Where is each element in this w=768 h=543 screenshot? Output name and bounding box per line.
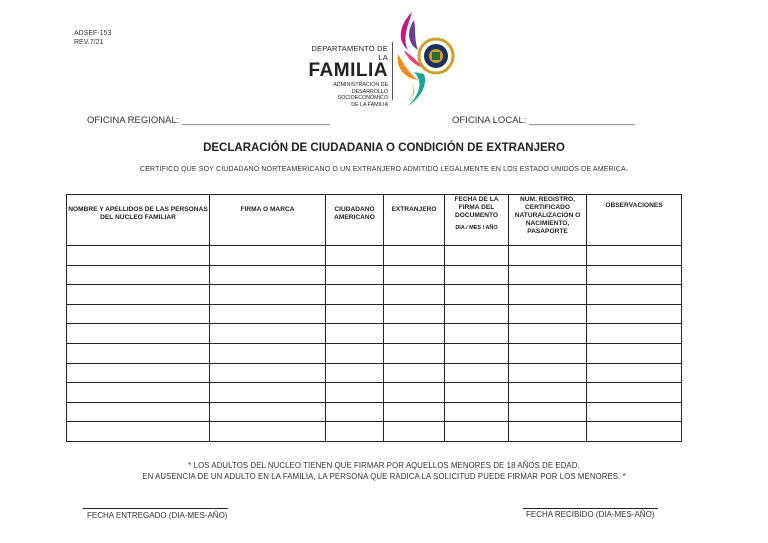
logo-divider xyxy=(392,42,393,100)
cell-registration[interactable] xyxy=(509,304,587,324)
table-row xyxy=(67,285,682,305)
cell-name[interactable] xyxy=(67,265,210,285)
cell-date[interactable] xyxy=(445,402,509,422)
header-name-label: NOMBRE Y APELLIDOS DE LAS PERSONAS DEL NUCLEO FAMILIAR xyxy=(68,206,208,221)
cell-registration[interactable] xyxy=(509,265,587,285)
cell-citizen[interactable] xyxy=(326,422,384,442)
department-logo-text xyxy=(308,44,388,108)
table-row xyxy=(67,363,682,383)
cell-registration[interactable] xyxy=(509,402,587,422)
agency-name-line: ADMINISTRACIÓN DE xyxy=(333,82,388,88)
cell-signature[interactable] xyxy=(210,343,326,363)
cell-date[interactable] xyxy=(445,265,509,285)
cell-citizen[interactable] xyxy=(326,383,384,403)
received-date-label: FECHA RECIBIDO (DIA-MES-AÑO) xyxy=(526,510,655,519)
table-row xyxy=(67,422,682,442)
cell-registration[interactable] xyxy=(509,285,587,305)
cell-citizen[interactable] xyxy=(326,363,384,383)
certification-statement: CERTIFICO QUE SOY CIUDADANO NORTEAMERICANO O UN EXTRANJERO ADMITIDO LEGALMENTE EN LOS ESTADO UNIDOS DE AMERICA. xyxy=(140,166,628,173)
agency-name-line: SOCIOECONÓMICO xyxy=(337,95,388,101)
cell-foreigner[interactable] xyxy=(384,265,445,285)
cell-citizen[interactable] xyxy=(326,324,384,344)
cell-foreigner[interactable] xyxy=(384,324,445,344)
cell-signature[interactable] xyxy=(210,265,326,285)
agency-name-line: DE LA FAMILIA xyxy=(351,101,388,108)
cell-name[interactable] xyxy=(67,343,210,363)
table-row xyxy=(67,246,682,266)
agency-name-line: DESARROLLO xyxy=(351,88,388,95)
cell-signature[interactable] xyxy=(210,304,326,324)
cell-name[interactable] xyxy=(67,422,210,442)
cell-signature[interactable] xyxy=(210,285,326,305)
cell-foreigner[interactable] xyxy=(384,363,445,383)
cell-citizen[interactable] xyxy=(326,246,384,266)
cell-name[interactable] xyxy=(67,324,210,344)
cell-foreigner[interactable] xyxy=(384,383,445,403)
cell-registration[interactable] xyxy=(509,383,587,403)
cell-observations[interactable] xyxy=(587,402,682,422)
table-row xyxy=(67,383,682,403)
cell-registration[interactable] xyxy=(509,343,587,363)
cell-registration[interactable] xyxy=(509,324,587,344)
cell-name[interactable] xyxy=(67,304,210,324)
header-date-label: FECHA DE LA FIRMA DEL DOCUMENTO xyxy=(454,196,499,219)
cell-registration[interactable] xyxy=(509,363,587,383)
cell-observations[interactable] xyxy=(587,343,682,363)
header-registration xyxy=(509,195,587,246)
header-signature xyxy=(210,195,326,246)
cell-name[interactable] xyxy=(67,402,210,422)
cell-date[interactable] xyxy=(445,246,509,266)
cell-observations[interactable] xyxy=(587,265,682,285)
form-code-number: ADSEF-153 xyxy=(74,30,112,37)
cell-observations[interactable] xyxy=(587,383,682,403)
table-row xyxy=(67,402,682,422)
cell-citizen[interactable] xyxy=(326,265,384,285)
header-date-format: DIA / MES / AÑO xyxy=(455,225,498,231)
form-revision: REV.7/21 xyxy=(74,39,104,46)
cell-signature[interactable] xyxy=(210,402,326,422)
cell-name[interactable] xyxy=(67,383,210,403)
cell-observations[interactable] xyxy=(587,363,682,383)
cell-date[interactable] xyxy=(445,343,509,363)
header-name xyxy=(67,195,210,246)
cell-name[interactable] xyxy=(67,285,210,305)
regional-office-field[interactable]: OFICINA REGIONAL: ____________________________ xyxy=(87,115,330,126)
page-title: DECLARACIÓN DE CIUDADANIA O CONDICIÓN DE EXTRANJERO xyxy=(203,142,565,154)
cell-citizen[interactable] xyxy=(326,285,384,305)
form-code xyxy=(74,29,111,47)
local-office-field[interactable]: OFICINA LOCAL: ____________________ xyxy=(452,115,635,126)
cell-observations[interactable] xyxy=(587,324,682,344)
cell-observations[interactable] xyxy=(587,422,682,442)
cell-signature[interactable] xyxy=(210,324,326,344)
cell-date[interactable] xyxy=(445,304,509,324)
cell-signature[interactable] xyxy=(210,246,326,266)
header-foreigner xyxy=(384,195,445,246)
cell-observations[interactable] xyxy=(587,246,682,266)
department-label: DEPARTAMENTO DE LA xyxy=(311,44,388,62)
cell-registration[interactable] xyxy=(509,422,587,442)
cell-signature[interactable] xyxy=(210,383,326,403)
table-row xyxy=(67,265,682,285)
header-date xyxy=(445,195,509,246)
table-row xyxy=(67,343,682,363)
cell-foreigner[interactable] xyxy=(384,285,445,305)
cell-foreigner[interactable] xyxy=(384,343,445,363)
cell-signature[interactable] xyxy=(210,422,326,442)
note-line-1: * LOS ADULTOS DEL NUCLEO TIENEN QUE FIRMAR POR AQUELLOS MENORES DE 18 AÑOS DE EDAD. xyxy=(188,461,580,470)
delivered-date-line[interactable] xyxy=(83,508,228,509)
cell-foreigner[interactable] xyxy=(384,304,445,324)
header-citizen xyxy=(326,195,384,246)
cell-observations[interactable] xyxy=(587,285,682,305)
header-observations xyxy=(587,195,682,246)
table-body xyxy=(67,246,682,442)
cell-foreigner[interactable] xyxy=(384,402,445,422)
received-date-line[interactable] xyxy=(523,508,658,509)
header-foreigner-label: EXTRANJERO xyxy=(391,206,437,213)
header-citizen-label: CIUDADANO AMERICANO xyxy=(334,206,375,221)
cell-signature[interactable] xyxy=(210,363,326,383)
cell-name[interactable] xyxy=(67,363,210,383)
table-row xyxy=(67,324,682,344)
agency-name xyxy=(308,82,388,108)
table-header-row xyxy=(67,195,682,246)
cell-citizen[interactable] xyxy=(326,343,384,363)
cell-date[interactable] xyxy=(445,324,509,344)
cell-date[interactable] xyxy=(445,363,509,383)
cell-name[interactable] xyxy=(67,246,210,266)
header-signature-label: FIRMA O MARCA xyxy=(240,206,295,213)
cell-observations[interactable] xyxy=(587,304,682,324)
cell-citizen[interactable] xyxy=(326,402,384,422)
cell-date[interactable] xyxy=(445,383,509,403)
cell-registration[interactable] xyxy=(509,246,587,266)
header-observations-label: OBSERVACIONES xyxy=(605,202,663,209)
family-logo-icon xyxy=(394,10,458,110)
cell-foreigner[interactable] xyxy=(384,246,445,266)
cell-foreigner[interactable] xyxy=(384,422,445,442)
cell-citizen[interactable] xyxy=(326,304,384,324)
note-line-2: EN AUSENCIA DE UN ADULTO EN LA FAMILIA, LA PERSONA QUE RADICA LA SOLICITUD PUEDE FIRMAR POR LOS MENORES. * xyxy=(142,472,626,481)
department-name: FAMILIA xyxy=(308,60,388,81)
delivered-date-label: FECHA ENTREGADO (DIA-MES-AÑO) xyxy=(87,511,228,520)
table-row xyxy=(67,304,682,324)
header-registration-label: NUM. REGISTRO, CERTIFICADO NATURALIZACIÓN O NACIMIENTO, PASAPORTE xyxy=(514,196,581,235)
cell-date[interactable] xyxy=(445,422,509,442)
household-table xyxy=(66,194,682,442)
cell-date[interactable] xyxy=(445,285,509,305)
